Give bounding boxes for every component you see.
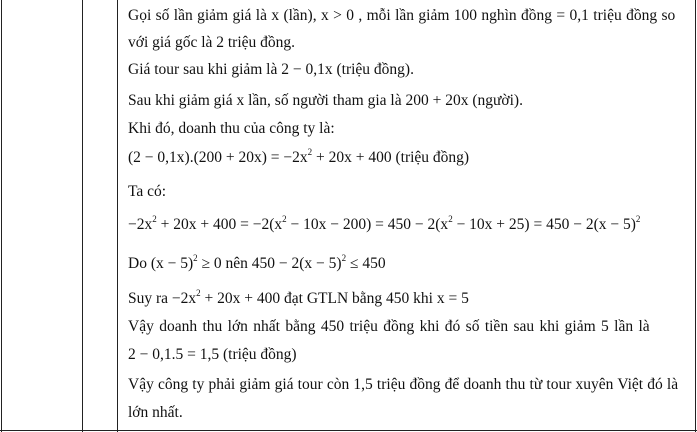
equation-transform-part-4: − 10x + 25) = 450 − 2(x − 5) (452, 216, 636, 233)
exponent: 2 (635, 214, 641, 224)
line-final-1: Vậy công ty phải giảm giá tour còn 1,5 triệu đồng để doanh thu từ tour xuyên Việt đó là (128, 376, 679, 393)
equation-transform-part-1: −2x (128, 216, 153, 233)
exponent: 2 (307, 147, 313, 157)
line-5: Khi đó, doanh thu của công ty là: (128, 120, 335, 137)
exponent: 2 (196, 288, 201, 298)
inequality-line (128, 254, 386, 274)
equation-transform (128, 215, 640, 235)
inequality-part-1: Do (x − 5) (128, 255, 194, 272)
exponent: 2 (341, 253, 347, 263)
exponent: 2 (448, 214, 453, 224)
inequality-part-2: ≥ 0 nên 450 − 2(x − 5) (197, 255, 342, 272)
exponent: 2 (152, 214, 157, 224)
table-border-right (695, 0, 696, 432)
exponent: 2 (193, 253, 198, 263)
equation-transform-part-3: − 10x − 200) = 450 − 2(x (286, 216, 449, 233)
table-divider-1 (82, 0, 83, 432)
table-border-left (1, 0, 2, 432)
line-4: Sau khi giảm giá x lần, số người tham gia là 200 + 20x (người). (128, 92, 523, 109)
line-final-2: lớn nhất. (128, 404, 183, 421)
table-divider-2 (117, 0, 118, 432)
equation-revenue (128, 148, 469, 168)
line-price-calc: 2 − 0,1.5 = 1,5 (triệu đồng) (128, 346, 297, 363)
table-border-bottom (0, 430, 697, 431)
exponent: 2 (282, 214, 287, 224)
conclusion-part-1: Suy ra −2x (128, 290, 197, 307)
line-revenue-max: Vậy doanh thu lớn nhất bằng 450 triệu đồng khi đó số tiền sau khi giảm 5 lần là (128, 318, 650, 335)
line-1: Gọi số lần giảm giá là x (lần), x > 0 , mỗi lần giảm 100 nghìn đồng = 0,1 triệu đồng so (128, 7, 676, 24)
conclusion-part-2: + 20x + 400 đạt GTLN bằng 450 khi x = 5 (200, 290, 469, 307)
conclusion-max-line (128, 289, 469, 309)
equation-transform-part-2: + 20x + 400 = −2(x (156, 216, 283, 233)
inequality-part-3: ≤ 450 (346, 255, 386, 272)
line-2: với giá gốc là 2 triệu đồng. (128, 34, 296, 51)
equation-revenue-part-2: + 20x + 400 (triệu đồng) (312, 149, 470, 166)
line-ta-co: Ta có: (128, 183, 167, 200)
equation-revenue-part-1: (2 − 0,1x).(200 + 20x) = −2x (128, 149, 308, 166)
line-3: Giá tour sau khi giảm là 2 − 0,1x (triệu đồng). (128, 61, 414, 78)
